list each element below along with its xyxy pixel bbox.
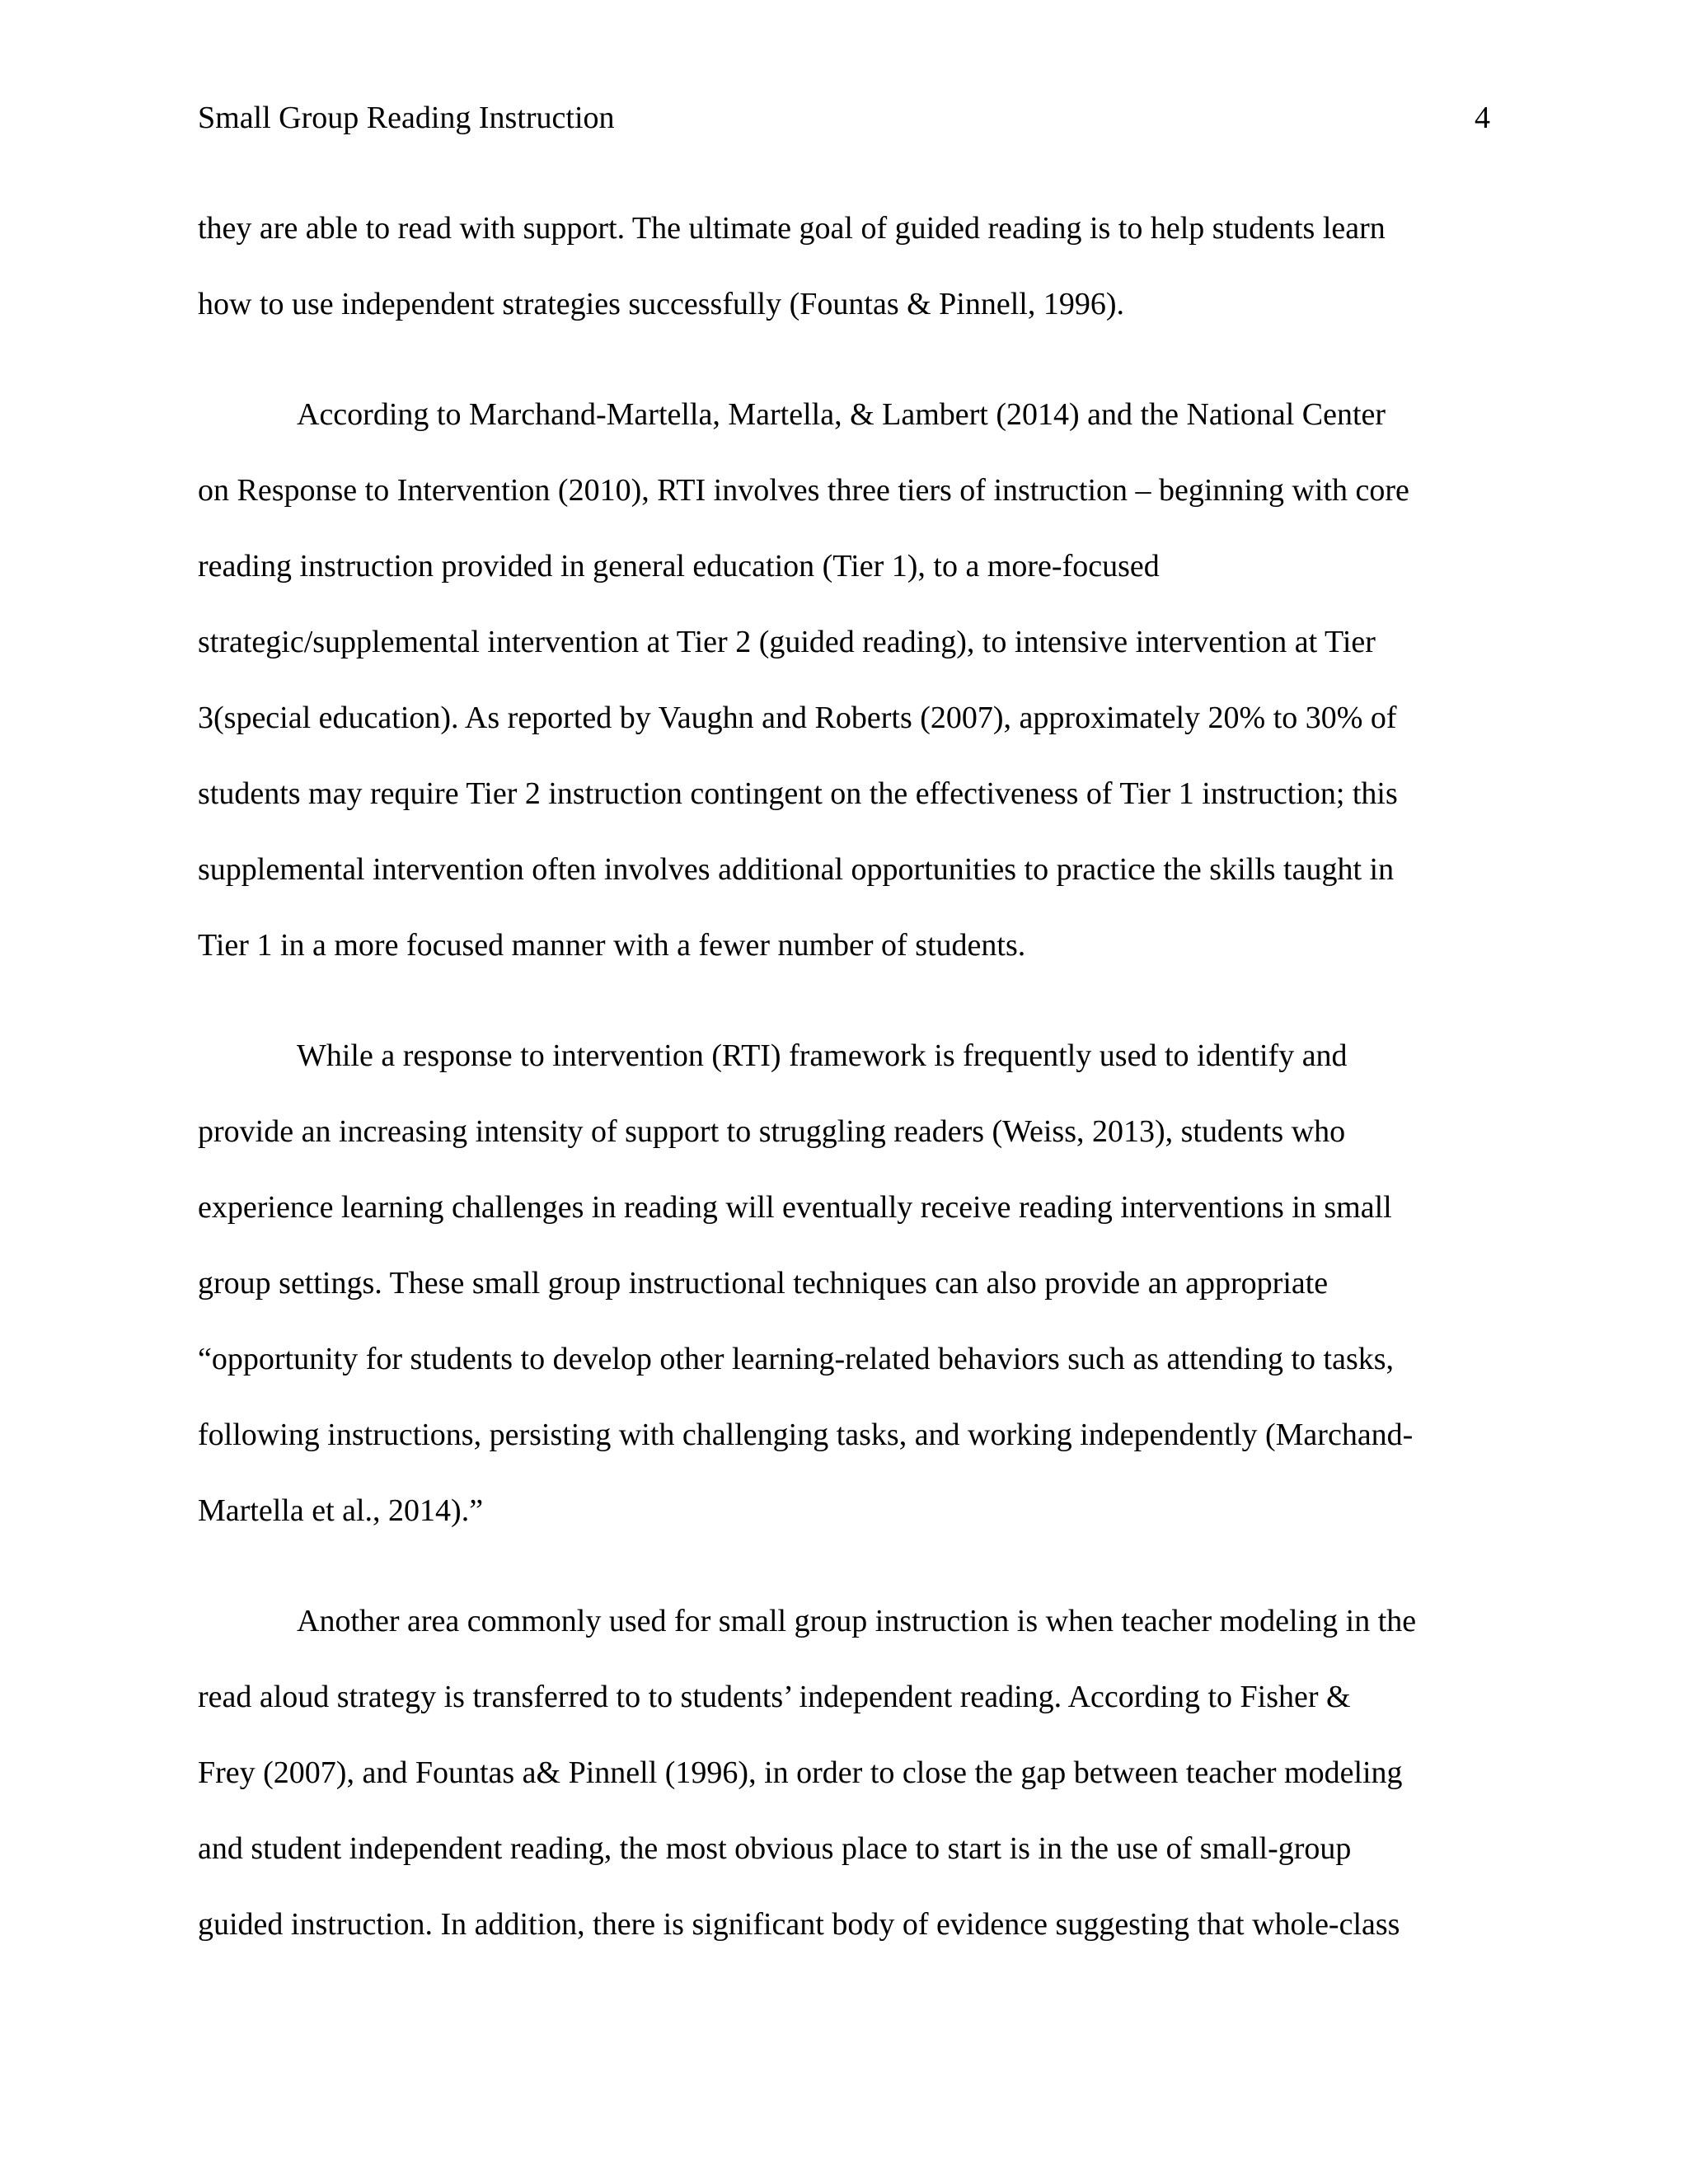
text-line: Tier 1 in a more focused manner with a fewer number of students. (198, 928, 1026, 963)
body-text (198, 208, 1500, 1980)
text-line: 3(special education). As reported by Vaughn and Roberts (2007), approximately 20% to 30% of (198, 701, 1397, 735)
text-line: According to Marchand-Martella, Martella, & Lambert (2014) and the National Center (297, 397, 1386, 432)
text-line: reading instruction provided in general education (Tier 1), to a more-focused (198, 549, 1160, 583)
page-number: 4 (1475, 101, 1490, 135)
running-head (198, 97, 1490, 138)
text-line: they are able to read with support. The ultimate goal of guided reading is to help students learn (198, 211, 1386, 246)
paragraph (198, 1601, 1500, 1980)
text-line: strategic/supplemental intervention at Tier 2 (guided reading), to intensive intervention at Tier (198, 625, 1376, 659)
paragraph-gap (198, 1001, 1500, 1035)
running-title: Small Group Reading Instruction (198, 101, 615, 135)
text-line: provide an increasing intensity of support to struggling readers (Weiss, 2013), students who (198, 1114, 1346, 1149)
text-line: and student independent reading, the most obvious place to start is in the use of small-group (198, 1831, 1352, 1866)
paragraph (198, 208, 1500, 359)
text-line: Another area commonly used for small group instruction is when teacher modeling in the (297, 1604, 1417, 1638)
text-line: experience learning challenges in reading will eventually receive reading interventions in small (198, 1190, 1392, 1225)
text-line: following instructions, persisting with challenging tasks, and working independently (Marchand- (198, 1418, 1414, 1452)
text-line: students may require Tier 2 instruction contingent on the effectiveness of Tier 1 instruction; this (198, 776, 1398, 811)
text-line: Frey (2007), and Fountas a& Pinnell (1996), in order to close the gap between teacher modeling (198, 1755, 1403, 1790)
text-line: read aloud strategy is transferred to to students’ independent reading. According to Fisher & (198, 1680, 1351, 1714)
text-line: group settings. These small group instructional techniques can also provide an appropriate (198, 1266, 1329, 1301)
paragraph (198, 394, 1500, 1001)
text-line: how to use independent strategies successfully (Fountas & Pinnell, 1996). (198, 287, 1124, 321)
text-line: “opportunity for students to develop other learning-related behaviors such as attending to tasks, (198, 1342, 1395, 1376)
text-line: While a response to intervention (RTI) framework is frequently used to identify and (297, 1038, 1348, 1073)
text-line: Martella et al., 2014).” (198, 1493, 484, 1528)
paragraph-gap (198, 1566, 1500, 1601)
text-line: supplemental intervention often involves additional opportunities to practice the skills taught in (198, 852, 1395, 887)
paragraph (198, 1035, 1500, 1566)
text-line: guided instruction. In addition, there is significant body of evidence suggesting that whole-class (198, 1907, 1400, 1942)
paragraph-gap (198, 359, 1500, 394)
text-line: on Response to Intervention (2010), RTI involves three tiers of instruction – beginning with core (198, 473, 1409, 508)
